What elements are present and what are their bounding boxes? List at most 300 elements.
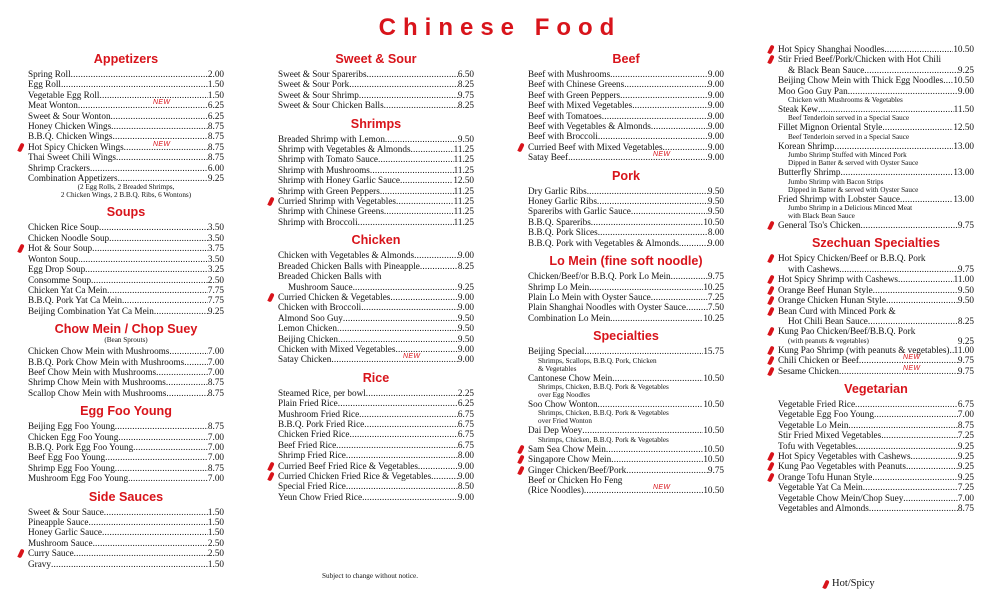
dot-leader — [343, 313, 458, 323]
item-name: Shrimp with Mushrooms — [278, 164, 370, 175]
item-price: 6.75 — [457, 429, 474, 440]
item-name: General Tso's Chicken — [778, 220, 861, 231]
item-name: B.B.Q. Chicken Wings — [28, 131, 113, 142]
item-price: 6.25 — [207, 100, 224, 111]
item-price: 10.50 — [703, 398, 724, 409]
item-name: Special Fried Rice — [278, 481, 346, 492]
item-name: Shrimp with Honey Garlic Sauce — [278, 175, 400, 186]
menu-item — [278, 79, 474, 89]
item-name: Shrimp with Green Peppers — [278, 185, 380, 196]
menu-item — [528, 444, 724, 454]
menu-item — [528, 399, 724, 409]
item-name: (Rice Noodles) — [528, 485, 584, 496]
hot-spicy-icon — [822, 580, 829, 590]
item-price: 9.25 — [957, 64, 974, 75]
item-price: 9.00 — [707, 152, 724, 163]
dot-leader — [848, 420, 958, 430]
item-description: 2 Chicken Wings, 2 B.B.Q. Ribs, 6 Wontons) — [60, 191, 192, 200]
item-name: Beef with Broccoli — [528, 131, 598, 142]
menu-item — [28, 69, 224, 79]
new-badge: NEW — [903, 364, 921, 372]
section-title: Specialties — [593, 329, 659, 344]
menu-item — [278, 461, 474, 471]
menu-item — [778, 167, 974, 177]
dot-leader — [338, 334, 458, 344]
item-name: Honey Garlic Ribs — [528, 196, 597, 207]
item-price: 8.25 — [457, 260, 474, 271]
menu-item — [278, 261, 474, 271]
item-price: 11.00 — [953, 344, 974, 355]
item-price: 7.00 — [207, 473, 224, 484]
item-name: Vegetable Fried Rice — [778, 398, 856, 409]
menu-column-2 — [278, 46, 474, 502]
menu-item — [28, 233, 224, 243]
dot-leader — [359, 90, 458, 100]
item-name: Shrimp Lo Mein — [528, 281, 590, 292]
menu-item — [278, 313, 474, 323]
item-description: Dipped in Batter & served with Oyster Sauce — [788, 185, 919, 194]
item-price: 1.50 — [207, 527, 224, 538]
item-price: 6.75 — [457, 439, 474, 450]
item-price: 9.00 — [957, 85, 974, 96]
hot-legend — [832, 578, 875, 589]
dot-leader — [91, 275, 208, 285]
menu-item — [278, 344, 474, 354]
dot-leader — [900, 194, 953, 204]
item-price: 8.75 — [207, 421, 224, 432]
menu-item — [28, 517, 224, 527]
item-name: Plain Fried Rice — [278, 398, 338, 409]
dot-leader — [686, 302, 708, 312]
menu-item — [778, 503, 974, 513]
dot-leader — [886, 295, 958, 305]
dot-leader — [107, 285, 208, 295]
menu-item — [278, 398, 474, 408]
item-price: 9.00 — [707, 89, 724, 100]
section-title: Shrimps — [350, 116, 402, 131]
menu-item — [278, 481, 474, 491]
dot-leader — [834, 141, 953, 151]
menu-item — [528, 485, 724, 495]
item-name: Sweet & Sour Shrimp — [278, 89, 359, 100]
item-name: Vegetable Egg Foo Young — [778, 409, 874, 420]
item-price: 1.50 — [207, 517, 224, 527]
item-name: Sweet & Sour Pork — [278, 79, 350, 90]
item-price: 8.25 — [957, 315, 974, 326]
dot-leader — [400, 175, 453, 185]
item-price: 13.00 — [953, 167, 974, 178]
dot-leader — [420, 261, 458, 271]
menu-item — [278, 186, 474, 196]
menu-item — [278, 217, 474, 227]
item-description: Shrimps, Chicken, B.B.Q. Pork & Vegetables — [538, 382, 669, 391]
item-price: 9.00 — [707, 121, 724, 132]
item-price: 9.75 — [957, 355, 974, 366]
dot-leader — [90, 163, 208, 173]
item-name: Fried Shrimp with Lobster Sauce — [778, 193, 900, 204]
item-price: 6.00 — [207, 162, 224, 173]
hot-spicy-icon — [767, 306, 774, 316]
item-price: 6.25 — [207, 110, 224, 121]
menu-item — [278, 334, 474, 344]
item-price: 15.75 — [703, 346, 724, 357]
item-price: 9.00 — [457, 343, 474, 354]
item-price: 9.25 — [957, 440, 974, 451]
menu-item — [28, 222, 224, 232]
dot-leader — [346, 450, 458, 460]
section-title: Side Sauces — [88, 489, 164, 504]
item-description: Jumbo Shrimp in a Delicious Minced Meat — [788, 204, 913, 213]
menu-item — [28, 463, 224, 473]
hot-spicy-icon — [767, 275, 774, 285]
dot-leader — [839, 366, 958, 376]
item-price: 7.25 — [707, 291, 724, 302]
hot-spicy-icon — [517, 142, 524, 152]
item-name: Beef with Green Peppers — [528, 89, 621, 100]
menu-item — [278, 388, 474, 398]
dot-leader — [611, 454, 703, 464]
menu-item — [28, 100, 224, 110]
dot-leader — [358, 217, 454, 227]
dot-leader — [882, 122, 953, 132]
item-name: Mushroom Sauce — [288, 281, 353, 292]
hot-spicy-icon — [267, 292, 274, 302]
dot-leader — [856, 441, 958, 451]
menu-item — [28, 421, 224, 431]
dot-leader — [864, 65, 958, 75]
dot-leader — [71, 69, 208, 79]
item-description: Shrimps, Chicken, B.B.Q. Pork & Vegetables — [538, 409, 669, 418]
menu-item — [528, 121, 724, 131]
section-title: Egg Foo Young — [80, 404, 172, 419]
hot-spicy-icon — [267, 472, 274, 482]
item-name: Cantonese Chow Mein — [528, 372, 613, 383]
dot-leader — [848, 86, 958, 96]
dot-leader — [906, 461, 958, 471]
item-name: Egg Roll — [28, 79, 61, 90]
item-price: 9.25 — [957, 471, 974, 482]
item-name: B.B.Q. Pork Yat Ca Mein — [28, 295, 122, 306]
item-price: 9.00 — [707, 110, 724, 121]
hot-spicy-icon — [767, 327, 774, 337]
dot-leader — [78, 100, 208, 110]
dot-leader — [868, 316, 958, 326]
dot-leader — [331, 354, 458, 364]
menu-item — [28, 346, 224, 356]
menu-column-3 — [528, 46, 724, 496]
dot-leader — [869, 337, 958, 345]
item-price: 10.50 — [953, 75, 974, 86]
item-price: 9.00 — [457, 250, 474, 261]
menu-item — [28, 243, 224, 253]
item-price: 9.00 — [707, 69, 724, 79]
item-name: Spring Roll — [28, 69, 71, 79]
menu-item — [28, 163, 224, 173]
menu-item — [28, 111, 224, 121]
item-name: Vegetable Yat Ca Mein — [778, 482, 863, 493]
hot-spicy-icon — [267, 461, 274, 471]
item-price: 9.50 — [457, 333, 474, 344]
menu-column-1 — [28, 46, 224, 569]
dot-leader — [610, 69, 708, 79]
menu-item — [28, 507, 224, 517]
menu-item — [778, 86, 974, 96]
menu-item — [778, 482, 974, 492]
item-name: Breaded Shrimp with Lemon — [278, 133, 385, 144]
dot-leader — [336, 440, 458, 450]
item-price: 8.75 — [207, 152, 224, 163]
menu-item — [528, 373, 724, 383]
menu-item — [528, 227, 724, 237]
item-price: 9.50 — [457, 323, 474, 334]
item-name: Chicken Fried Rice — [278, 429, 350, 440]
menu-title: Chinese Food — [378, 14, 622, 41]
item-name: Vegetable Egg Roll — [28, 89, 100, 100]
item-name: Ginger Chicken/Beef/Pork — [528, 464, 627, 475]
dot-leader — [873, 285, 958, 295]
menu-item — [528, 69, 724, 79]
menu-item — [278, 175, 474, 185]
menu-item — [278, 471, 474, 481]
item-description: over Fried Wonton — [538, 417, 592, 426]
dot-leader — [597, 196, 708, 206]
menu-item — [528, 206, 724, 216]
dot-leader — [118, 173, 208, 183]
menu-item — [278, 69, 474, 79]
dot-leader — [359, 409, 458, 419]
item-price: 10.25 — [703, 281, 724, 292]
item-price: 8.75 — [207, 121, 224, 132]
item-name: Shrimp Crackers — [28, 162, 91, 173]
item-name: Honey Chicken Wings — [28, 121, 112, 132]
section-subtitle: (Bean Sprouts) — [104, 336, 148, 345]
hot-spicy-icon — [767, 254, 774, 264]
section-title: Vegetarian — [844, 381, 908, 396]
menu-item — [528, 196, 724, 206]
menu-item — [778, 441, 974, 451]
hot-spicy-icon — [517, 465, 524, 475]
item-name: Vegetable Lo Mein — [778, 419, 849, 430]
menu-item — [278, 250, 474, 260]
dot-leader — [104, 507, 208, 517]
item-name: Chicken Chow Mein with Mushrooms — [28, 346, 170, 357]
menu-item — [778, 65, 974, 75]
item-price: 8.00 — [707, 227, 724, 238]
dot-leader — [863, 482, 958, 492]
item-price: 3.75 — [207, 243, 224, 254]
item-name: Chicken Noodle Soup — [28, 232, 110, 243]
item-name: Gravy — [28, 558, 51, 569]
menu-item — [28, 264, 224, 274]
item-price: 7.00 — [207, 452, 224, 463]
dot-leader — [874, 409, 958, 419]
item-name: B.B.Q. Pork Fried Rice — [278, 418, 365, 429]
dot-leader — [624, 79, 708, 89]
menu-item — [778, 194, 974, 204]
dot-leader — [881, 430, 958, 440]
menu-item — [278, 302, 474, 312]
dot-leader — [396, 196, 454, 206]
item-name: Hot Spicy Chicken Wings — [28, 141, 124, 152]
menu-item — [278, 282, 474, 292]
item-name: Beef with Mixed Vegetables — [528, 100, 633, 111]
menu-item — [278, 419, 474, 429]
dot-leader — [85, 264, 208, 274]
item-price: 9.25 — [957, 450, 974, 461]
dot-leader — [169, 346, 208, 356]
hot-spicy-icon — [267, 197, 274, 207]
item-price: 11.25 — [453, 144, 474, 155]
item-price: 8.75 — [207, 131, 224, 142]
menu-item — [778, 141, 974, 151]
menu-item — [778, 316, 974, 326]
item-price: 2.50 — [207, 548, 224, 559]
item-price: 9.00 — [707, 141, 724, 152]
menu-item — [778, 366, 974, 376]
item-name: B.B.Q. Spareribs — [528, 216, 591, 227]
item-name: B.B.Q. Pork with Vegetables & Almonds — [528, 237, 679, 248]
dot-leader — [115, 421, 208, 431]
dot-leader — [51, 559, 208, 569]
item-price: 6.75 — [957, 398, 974, 409]
item-name: with Cashews — [788, 263, 840, 274]
item-name: Shrimp with Vegetables & Almonds — [278, 144, 411, 155]
item-name: Dry Garlic Ribs — [528, 185, 587, 196]
item-name: Plain Lo Mein with Oyster Sauce — [528, 291, 651, 302]
hot-spicy-icon — [767, 285, 774, 295]
item-price: 3.25 — [207, 264, 224, 275]
item-name: Chicken Rice Soup — [28, 222, 99, 233]
item-name: Combination Appetizers — [28, 173, 118, 184]
dot-leader — [122, 295, 208, 305]
item-price: 9.50 — [457, 312, 474, 323]
section-title: Lo Mein (fine soft noodle) — [549, 254, 703, 269]
item-name: Hot Chili Bean Sauce — [788, 315, 868, 326]
item-description: & Vegetables — [538, 364, 577, 373]
item-price: 9.50 — [457, 133, 474, 144]
item-price: 6.50 — [457, 69, 474, 79]
menu-item — [278, 154, 474, 164]
menu-item — [278, 144, 474, 154]
dot-leader — [349, 79, 458, 89]
item-name: Consomme Soup — [28, 274, 92, 285]
menu-item — [28, 285, 224, 295]
item-price: 9.00 — [457, 471, 474, 481]
menu-item — [528, 292, 724, 302]
item-name: Combination Lo Mein — [528, 312, 611, 323]
item-price: 7.25 — [957, 430, 974, 441]
menu-item — [528, 475, 724, 485]
item-description: Beef Tenderloin served in a Special Sauce — [788, 114, 910, 123]
item-price: 9.00 — [457, 291, 474, 302]
menu-item — [778, 409, 974, 419]
menu-item — [28, 377, 224, 387]
item-price: 10.25 — [703, 312, 724, 323]
dot-leader — [861, 220, 958, 230]
item-name: Sam Sea Chow Mein — [528, 443, 606, 454]
item-price: 8.25 — [457, 100, 474, 111]
item-price: 9.75 — [957, 263, 974, 274]
dot-leader — [380, 186, 454, 196]
menu-item — [28, 473, 224, 483]
item-price: 8.75 — [957, 419, 974, 430]
item-name: Vegetable Chow Mein/Chop Suey — [778, 492, 904, 503]
menu-item — [528, 100, 724, 110]
item-price: 11.25 — [453, 185, 474, 196]
item-name: Satay Chicken — [278, 354, 332, 365]
menu-column-4 — [778, 44, 974, 513]
hot-spicy-icon — [767, 296, 774, 306]
dot-leader — [591, 217, 704, 227]
dot-leader — [679, 238, 708, 248]
dot-leader — [118, 432, 208, 442]
dot-leader — [378, 154, 454, 164]
section-title: Pork — [612, 168, 640, 183]
dot-leader — [602, 111, 708, 121]
menu-item — [28, 173, 224, 183]
new-badge: NEW — [653, 151, 671, 159]
item-name: Beef with Chinese Greens — [528, 79, 625, 90]
menu-item — [778, 451, 974, 461]
section-title: Szechuan Specialties — [811, 236, 941, 251]
menu-item — [28, 559, 224, 569]
dot-leader — [568, 152, 708, 162]
item-name: Sweet & Sour Sauce — [28, 506, 104, 517]
hot-spicy-icon — [767, 366, 774, 376]
item-name: Shrimp Egg Foo Young — [28, 462, 115, 473]
new-badge: NEW — [153, 140, 171, 148]
dot-leader — [390, 292, 458, 302]
item-name: Beef with Vegetables & Almonds — [528, 121, 651, 132]
section-title: Sweet & Sour — [335, 52, 417, 66]
hot-spicy-icon — [517, 455, 524, 465]
item-name: Breaded Chicken Balls with Pineapple — [278, 260, 420, 271]
hot-spicy-icon — [767, 45, 774, 55]
hot-legend-label: Hot/Spicy — [832, 578, 875, 589]
item-name: Shrimp Chow Mein with Mushrooms — [28, 377, 166, 388]
menu-item — [778, 75, 974, 85]
dot-leader — [116, 152, 208, 162]
dot-leader — [620, 90, 708, 100]
item-name: B.B.Q. Pork Slices — [528, 227, 598, 238]
dot-leader — [337, 323, 458, 333]
item-price: 8.75 — [207, 462, 224, 473]
item-price: 10.50 — [703, 454, 724, 465]
item-price: 9.00 — [707, 237, 724, 248]
dot-leader — [367, 69, 458, 79]
dot-leader — [839, 264, 958, 274]
item-price: 10.50 — [703, 443, 724, 454]
dot-leader — [418, 461, 458, 471]
dot-leader — [102, 527, 208, 537]
item-name: Beef with Tomatoes — [528, 110, 602, 121]
item-description: Jumbo Shrimp with Bacon Strips — [788, 177, 884, 186]
item-name: Kung Pao Chicken/Beef/B.B.Q. Pork — [778, 326, 916, 337]
menu-item — [778, 345, 974, 355]
item-price: 9.75 — [957, 220, 974, 231]
item-name: Shrimp with Broccoli — [278, 216, 358, 227]
item-name: Chicken Egg Foo Young — [28, 431, 119, 442]
dot-leader — [582, 425, 703, 435]
menu-item — [778, 274, 974, 284]
item-price: 11.00 — [953, 274, 974, 285]
dot-leader — [92, 243, 208, 253]
dot-leader — [651, 121, 708, 131]
item-name: Meat Wonton — [28, 100, 78, 111]
dot-leader — [587, 186, 708, 196]
item-name: Butterfly Shrimp — [778, 167, 841, 178]
menu-item — [778, 220, 974, 230]
